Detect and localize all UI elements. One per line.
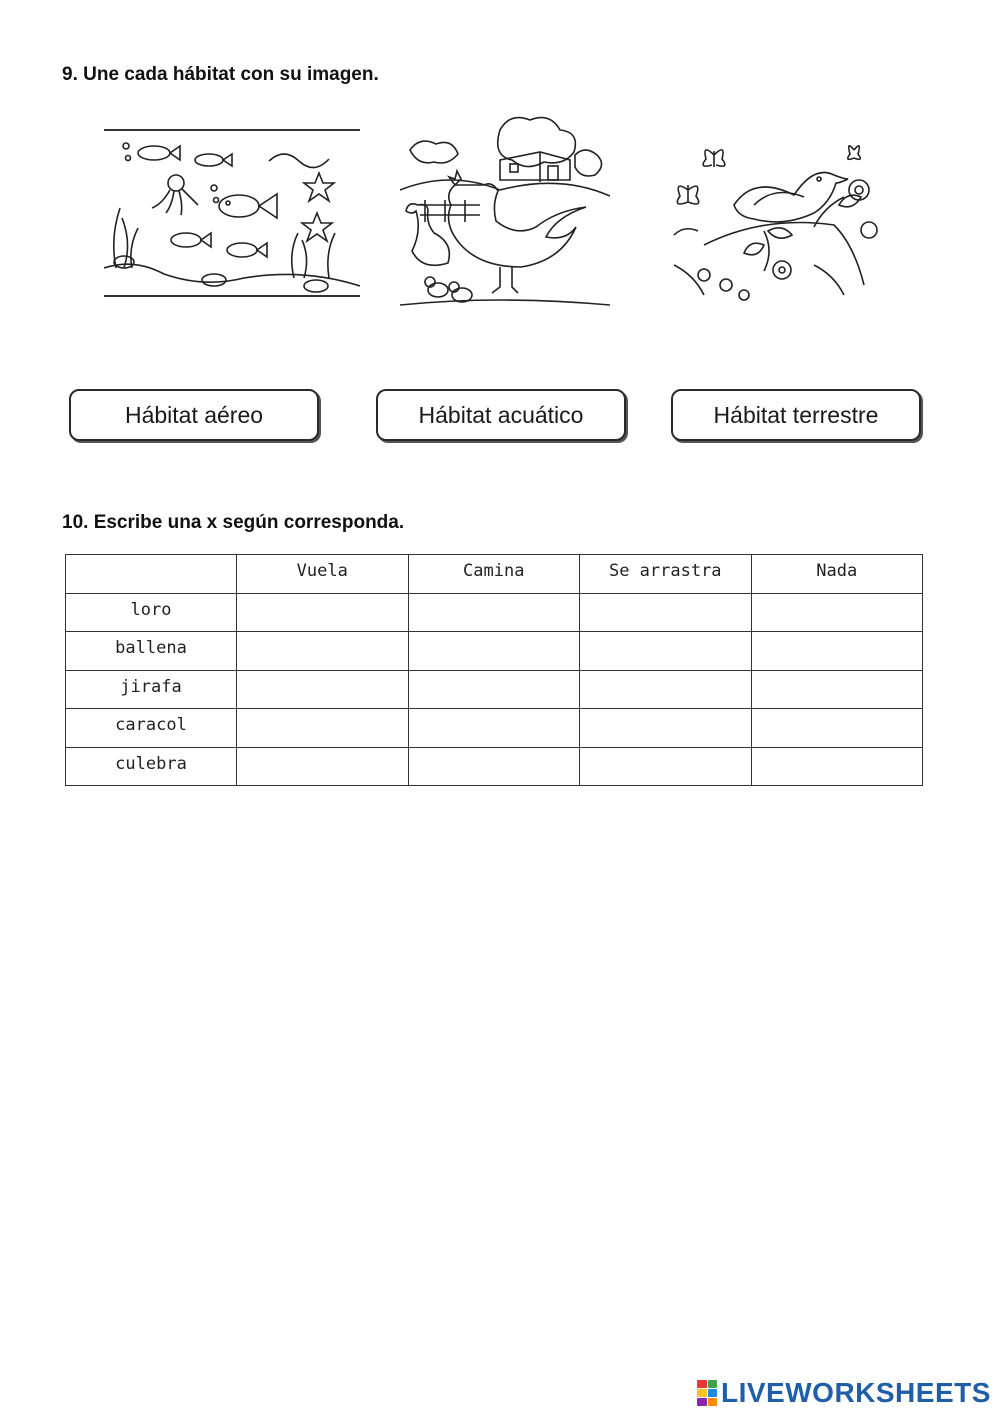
logo-square — [708, 1398, 718, 1406]
answer-cell[interactable] — [408, 709, 580, 748]
answer-cell[interactable] — [237, 709, 409, 748]
logo-square — [697, 1380, 707, 1388]
answer-cell[interactable] — [237, 747, 409, 786]
table-header-blank — [66, 555, 237, 594]
answer-cell[interactable] — [408, 670, 580, 709]
answer-cell[interactable] — [408, 747, 580, 786]
answer-cell[interactable] — [237, 632, 409, 671]
liveworksheets-logo-text: LIVEWORKSHEETS — [721, 1377, 991, 1408]
answer-cell[interactable] — [237, 593, 409, 632]
habitat-label-aereo[interactable] — [69, 389, 319, 441]
movement-table — [65, 554, 923, 786]
logo-square — [697, 1389, 707, 1397]
row-label-ballena: ballena — [66, 632, 237, 671]
answer-cell[interactable] — [580, 747, 752, 786]
question-10-title: 10. Escribe una x según corresponda. — [62, 512, 405, 533]
table-header-row — [66, 555, 923, 594]
habitat-label-acuatico[interactable] — [376, 389, 626, 441]
logo-square — [708, 1389, 718, 1397]
habitat-label-terrestre-text: Hábitat terrestre — [713, 401, 879, 428]
row-label-jirafa: jirafa — [66, 670, 237, 709]
liveworksheets-logo-icon — [697, 1380, 717, 1406]
table-header-nada: Nada — [751, 555, 923, 594]
habitat-label-terrestre[interactable] — [671, 389, 921, 441]
answer-cell[interactable] — [751, 747, 923, 786]
liveworksheets-logo[interactable] — [697, 1378, 991, 1408]
answer-cell[interactable] — [751, 670, 923, 709]
table-header-vuela: Vuela — [237, 555, 409, 594]
logo-square — [708, 1380, 718, 1388]
habitat-label-acuatico-text: Hábitat acuático — [418, 401, 584, 428]
table-row — [66, 747, 923, 786]
habitat-label-aereo-text: Hábitat aéreo — [124, 401, 264, 428]
answer-cell[interactable] — [751, 593, 923, 632]
aquatic-scene-drawing — [104, 128, 360, 300]
aquatic-scene-image — [104, 128, 360, 300]
table-header-camina: Camina — [408, 555, 580, 594]
table-row — [66, 709, 923, 748]
table-row — [66, 670, 923, 709]
garden-bird-scene-drawing — [664, 135, 888, 305]
answer-cell[interactable] — [751, 632, 923, 671]
table-row — [66, 632, 923, 671]
farm-scene-image — [400, 110, 610, 310]
answer-cell[interactable] — [237, 670, 409, 709]
table-row — [66, 593, 923, 632]
question-9-title: 9. Une cada hábitat con su imagen. — [62, 64, 379, 85]
table-header-se-arrastra: Se arrastra — [580, 555, 752, 594]
garden-bird-scene-image — [664, 135, 888, 305]
logo-square — [697, 1398, 707, 1406]
farm-scene-drawing — [400, 110, 610, 310]
answer-cell[interactable] — [751, 709, 923, 748]
answer-cell[interactable] — [408, 632, 580, 671]
answer-cell[interactable] — [408, 593, 580, 632]
answer-cell[interactable] — [580, 709, 752, 748]
row-label-culebra: culebra — [66, 747, 237, 786]
answer-cell[interactable] — [580, 670, 752, 709]
answer-cell[interactable] — [580, 593, 752, 632]
row-label-loro: loro — [66, 593, 237, 632]
answer-cell[interactable] — [580, 632, 752, 671]
row-label-caracol: caracol — [66, 709, 237, 748]
